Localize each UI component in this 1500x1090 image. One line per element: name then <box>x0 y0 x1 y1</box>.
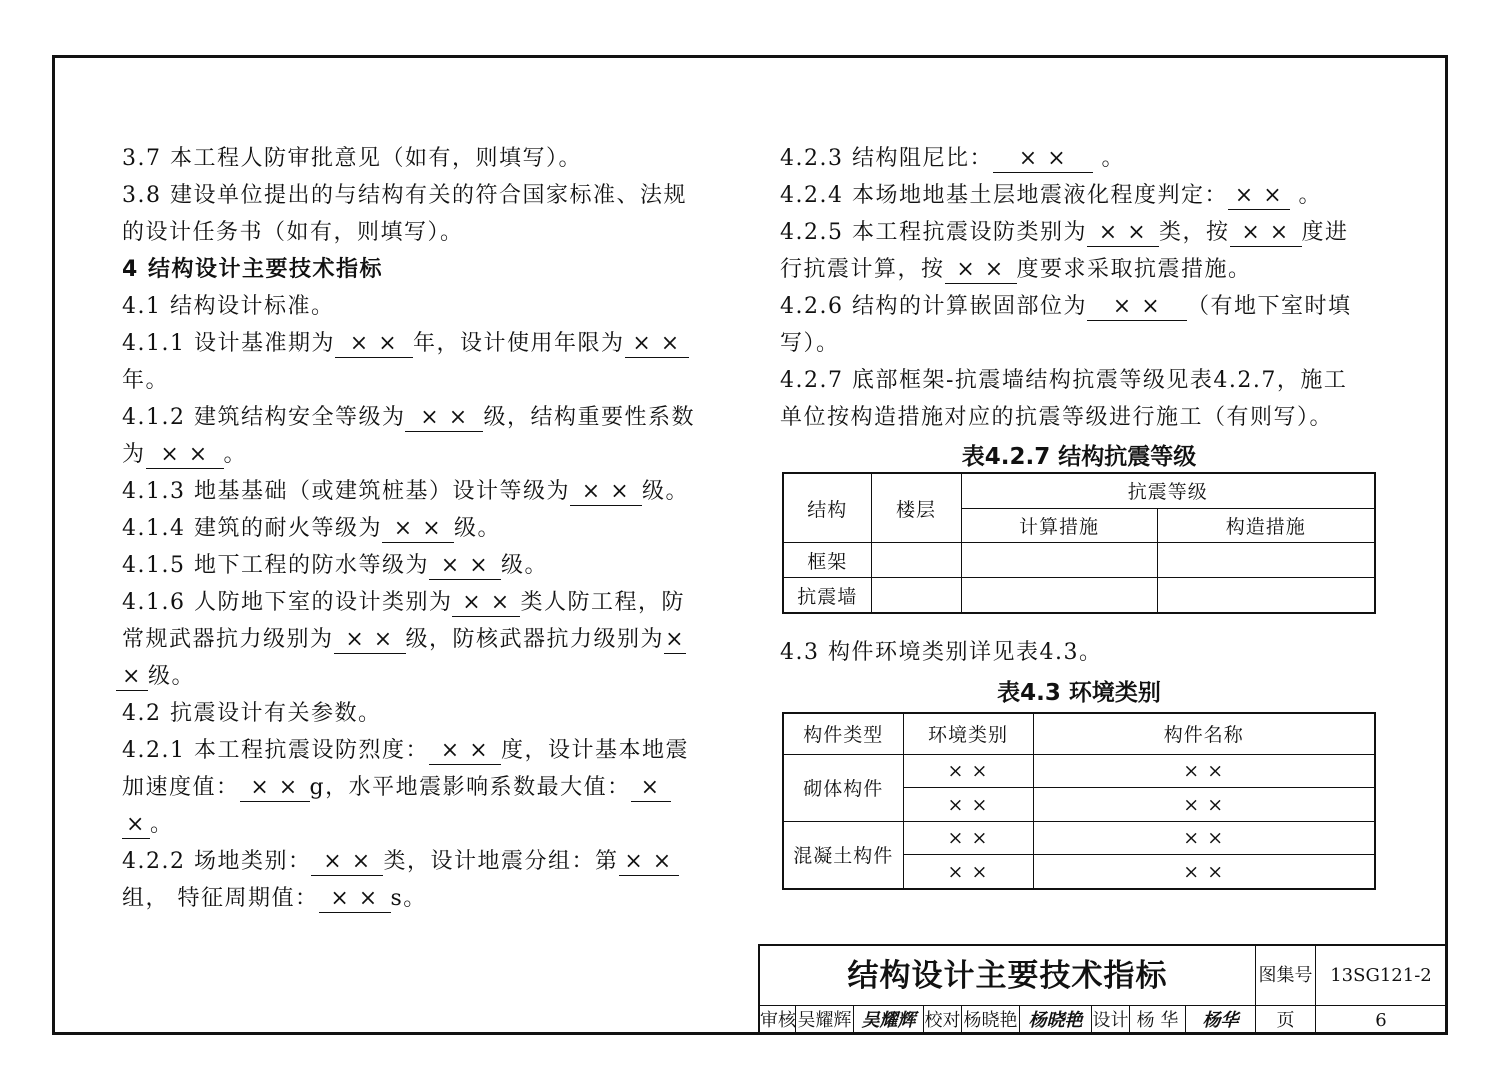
table-header: 环境类别 <box>903 713 1033 754</box>
table-cell <box>961 543 1157 578</box>
right-column <box>780 140 1380 436</box>
reviewer-name: 吴耀辉 <box>796 1006 854 1035</box>
text-line: × 。 <box>122 806 722 843</box>
atlas-label: 图集号 <box>1256 946 1316 1006</box>
blank-field: × × <box>1087 220 1159 247</box>
table-header: 楼层 <box>871 473 961 543</box>
text-line: 4.2.4 本场地地基土层地震液化程度判定： × × 。 <box>780 183 1322 208</box>
design-label: 设计 <box>1092 1006 1130 1035</box>
table-header: 构件类型 <box>783 713 903 754</box>
table-header: 抗震等级 <box>961 473 1375 508</box>
blank-field: × × <box>452 590 520 617</box>
checker-name: 杨晓艳 <box>962 1006 1020 1035</box>
text-line: 4.2.2 场地类别： × × 类，设计地震分组：第 × × <box>122 843 722 880</box>
table-header: 构造措施 <box>1157 508 1375 543</box>
table-cell: × × <box>1033 855 1375 889</box>
blank-field: × <box>631 775 671 802</box>
blank-field: × × <box>945 257 1017 284</box>
blank-field: × × <box>429 553 501 580</box>
text-line: 4.2.3 结构阻尼比： × × 。 <box>780 146 1125 171</box>
text-line: 4.3 构件环境类别详见表4.3。 <box>780 640 1103 665</box>
blank-field: × × <box>334 627 406 654</box>
table-cell: × × <box>1033 821 1375 854</box>
text-line: 4.1.6 人防地下室的设计类别为 × × 类人防工程，防 <box>122 590 685 615</box>
text-line: 4.1.2 建筑结构安全等级为 × × 级，结构重要性系数 <box>122 405 695 430</box>
blank-field: × × <box>335 331 413 358</box>
text-line: 4.1.5 地下工程的防水等级为 × × 级。 <box>122 553 548 578</box>
table-cell: × × <box>1033 754 1375 787</box>
table-header: 结构 <box>783 473 871 543</box>
blank-field: × × <box>405 405 483 432</box>
text-line: 单位按构造措施对应的抗震等级进行施工（有则写）。 <box>780 405 1334 430</box>
table-caption: 表4.2.7 结构抗震等级 <box>961 444 1197 470</box>
title-block <box>758 944 1448 1035</box>
text-line: 年。 <box>122 368 170 393</box>
reviewer-signature: 吴耀辉 <box>854 1006 924 1035</box>
blank-field: × × <box>429 738 501 765</box>
blank-field: × × <box>1230 220 1302 247</box>
text-line: 组， 特征周期值： × × s。 <box>122 886 427 911</box>
table-header: 构件名称 <box>1033 713 1375 754</box>
text-line: 3.8 建设单位提出的与结构有关的符合国家标准、法规 <box>122 183 687 208</box>
blank-field: × × <box>1228 183 1290 210</box>
page-label: 页 <box>1256 1006 1316 1035</box>
table-header: 计算措施 <box>961 508 1157 543</box>
check-label: 校对 <box>924 1006 962 1035</box>
review-label: 审核 <box>760 1006 796 1035</box>
blank-field: × × <box>382 516 454 543</box>
text-line: 4.2.7 底部框架-抗震墙结构抗震等级见表4.2.7，施工 <box>780 368 1348 393</box>
blank-field: × × <box>619 849 679 876</box>
blank-field: × × <box>625 331 689 358</box>
table-cell <box>871 578 961 613</box>
text-line: 为 × × 。 <box>122 442 248 467</box>
drawing-title: 结构设计主要技术指标 <box>760 946 1256 1006</box>
table-cell <box>1157 578 1375 613</box>
text-line: × 级。 <box>122 658 722 695</box>
table-cell: × × <box>903 754 1033 787</box>
blank-field: × <box>665 627 685 652</box>
table-cell: 混凝土构件 <box>783 821 903 889</box>
table-cell: × × <box>903 788 1033 821</box>
designer-signature: 杨华 <box>1186 1006 1256 1035</box>
text-line: 写）。 <box>780 331 840 356</box>
text-line: 加速度值： × × g，水平地震影响系数最大值： × <box>122 769 722 806</box>
text-line: 4.1.1 设计基准期为 × × 年，设计使用年限为 × × <box>122 325 722 362</box>
text-line: 4.2.5 本工程抗震设防类别为 × × 类，按 × × 度进 <box>780 220 1349 245</box>
text-line: 4.1 结构设计标准。 <box>122 294 335 319</box>
blank-field: × × <box>240 775 310 802</box>
table-cell <box>961 578 1157 613</box>
blank-field: × × <box>146 442 224 469</box>
text-line: 4.2 抗震设计有关参数。 <box>122 701 382 726</box>
blank-field: × × <box>319 886 391 913</box>
table-cell: × × <box>1033 788 1375 821</box>
blank-field: × × <box>570 479 642 506</box>
designer-name: 杨 华 <box>1130 1006 1186 1035</box>
text-line: 的设计任务书（如有，则填写）。 <box>122 220 464 245</box>
text-line: 4.1.3 地基基础（或建筑桩基）设计等级为 × × 级。 <box>122 479 689 504</box>
text-line: 4.1.4 建筑的耐火等级为 × × 级。 <box>122 516 501 541</box>
table-cell: × × <box>903 855 1033 889</box>
blank-field: × × <box>993 146 1093 173</box>
table-cell: 抗震墙 <box>783 578 871 613</box>
table-cell <box>1157 543 1375 578</box>
blank-field: × × <box>1087 294 1187 321</box>
environment-class-table <box>782 712 1376 890</box>
table-cell <box>871 543 961 578</box>
left-column <box>122 140 722 917</box>
page-number: 6 <box>1375 1010 1387 1031</box>
blank-field: × <box>116 664 148 691</box>
section-heading: 4 结构设计主要技术指标 <box>122 257 383 282</box>
table-cell: × × <box>903 821 1033 854</box>
seismic-grade-table <box>782 472 1376 614</box>
checker-signature: 杨晓艳 <box>1020 1006 1092 1035</box>
blank-field: × × <box>311 849 383 876</box>
text-line: 4.2.6 结构的计算嵌固部位为 × × （有地下室时填 <box>780 294 1352 319</box>
text-line: 行抗震计算，按 × × 度要求采取抗震措施。 <box>780 257 1252 282</box>
table-cell: 砌体构件 <box>783 754 903 821</box>
table-cell: 框架 <box>783 543 871 578</box>
blank-field: × <box>122 812 150 839</box>
text-line: 常规武器抗力级别为 × × 级，防核武器抗力级别为× <box>122 627 685 652</box>
table-caption: 表4.3 环境类别 <box>997 680 1161 706</box>
text-line: 4.2.1 本工程抗震设防烈度： × × 度，设计基本地震 <box>122 738 689 763</box>
atlas-number: 13SG121-2 <box>1316 946 1446 1006</box>
text-line: 3.7 本工程人防审批意见（如有，则填写）。 <box>122 146 582 171</box>
